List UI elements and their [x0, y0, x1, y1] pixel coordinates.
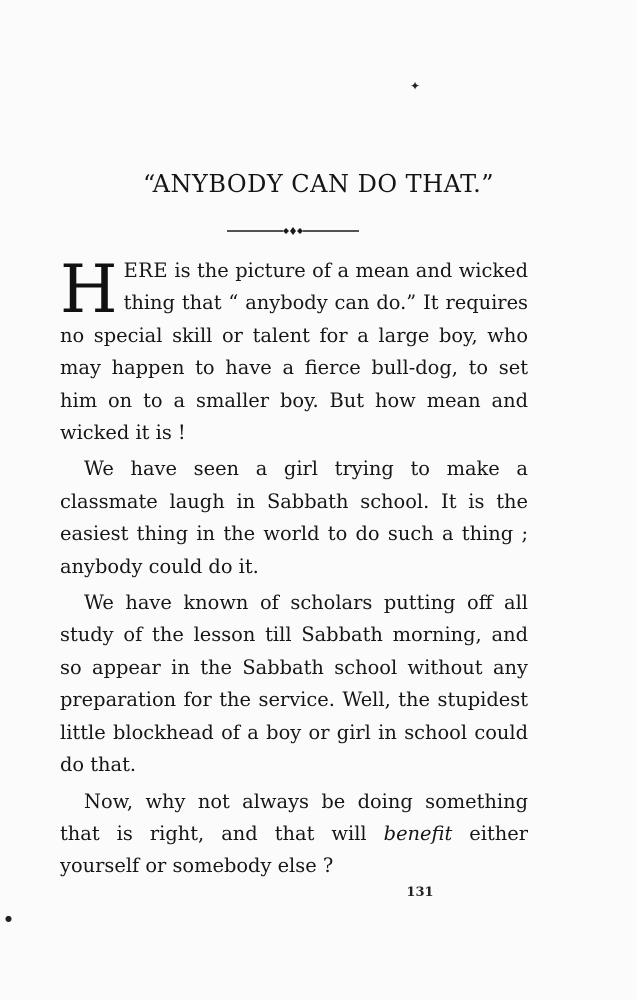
paragraph-1 [60, 251, 528, 449]
ink-speck-mark: ✦ [410, 79, 421, 93]
ornament-divider [227, 224, 359, 238]
chapter-title: “ANYBODY CAN DO THAT.” [142, 170, 495, 198]
paragraph-1-text: is the picture of a mean and wicked thing that “ anybody can do.” It requires no special skill or talent for a large boy, who may happen to have a fierce bull-dog, to set him on to a smaller boy. But how mean and wicked it is ! [60, 259, 528, 445]
paragraph-4 [60, 786, 528, 883]
body-text [60, 251, 528, 887]
ink-speck-mark: ● [5, 914, 12, 923]
page-number: 131 [406, 885, 434, 900]
drop-cap-letter: H [60, 251, 116, 328]
emphasized-word: benefit [383, 821, 453, 845]
paragraph-2: We have seen a girl trying to make a classmate laugh in Sabbath school. It is the easiest thing in the world to do such a thing ; anybody could do it. [60, 457, 528, 578]
paragraph-4-text-end: either yourself or somebody else ? [60, 821, 528, 878]
opening-word: ERE [123, 259, 168, 282]
paragraph-3: We have known of scholars putting off all study of the lesson till Sabbath morning, and so appear in the Sabbath school without any preparation for the service. Well, the stupidest little blockhead of a boy or girl in school could do that. [60, 591, 528, 777]
paragraph-4-text-start: Now, why not always be doing something that is right, and that will [60, 789, 528, 845]
